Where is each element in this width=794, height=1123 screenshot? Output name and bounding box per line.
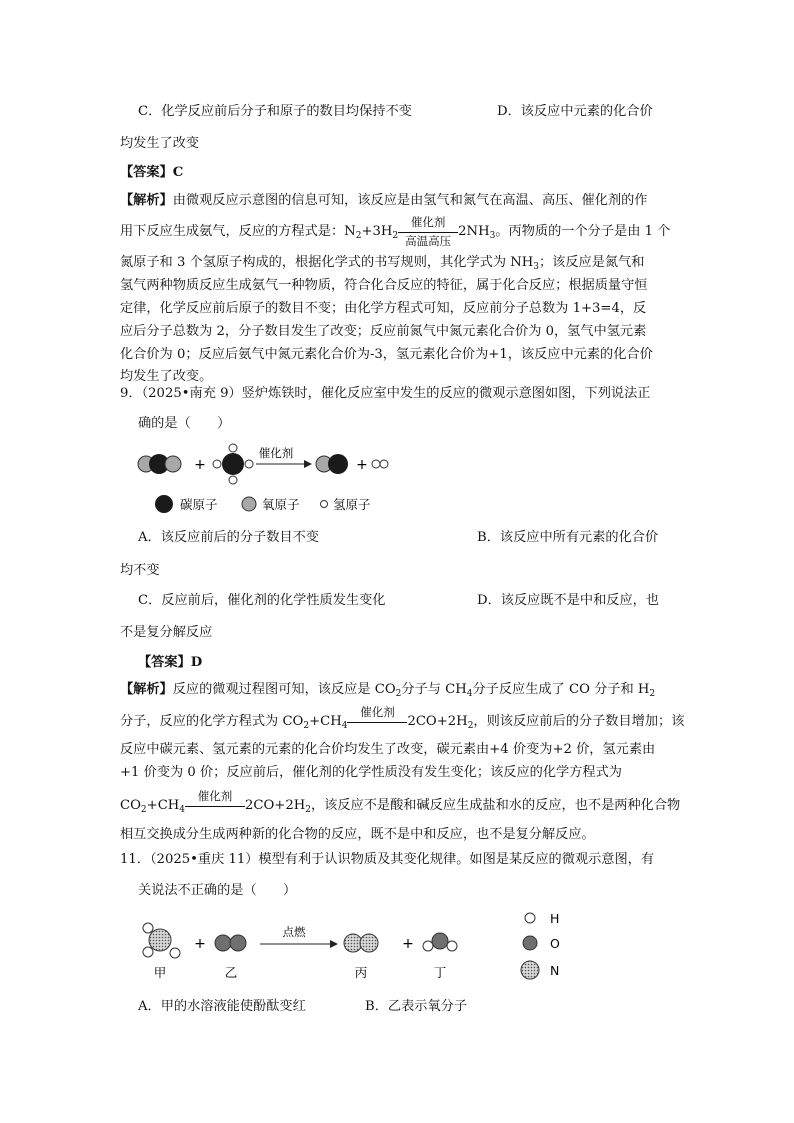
q9-analysis-line-4: +1 价变为 0 价；反应前后，催化剂的化学性质没有发生变化；该反应的化学方程式为 — [120, 765, 622, 780]
q8-analysis-line-2: 用下反应生成氨气，反应的方程式是：$N_2+3H_2$ $\frac{\text{催化剂}}{\text{高温高压}}$ $2NH_3$。丙物质的一个分子是由 1 个 — [120, 215, 671, 248]
n-atom — [360, 934, 378, 952]
o-atom — [230, 935, 246, 951]
svg-text:+: + — [194, 457, 206, 473]
c-atom — [222, 453, 244, 475]
q8-analysis-line-1: 【解析】由微观反应示意图的信息可知，该反应是由氢气和氮气在高温、高压、催化剂的作 — [120, 193, 648, 208]
q8-analysis-line-4: 氢气两种物质反应生成氨气一种物质，符合化合反应的特征，属于化合反应；根据质量守恒 — [120, 278, 648, 293]
q9-analysis-line-2: 分子，反应的化学方程式为 $CO_2+CH_4$ 催化剂 $2CO+2H_2$，则该反应前后的分子数目增加；该 — [120, 705, 685, 731]
q8-analysis-line-5: 定律，化学反应前后原子的数目不变；由化学方程式可知，反应前分子总数为 1+3=4，反 — [120, 301, 647, 316]
q9-equation-condition-2: 催化剂 — [185, 796, 245, 816]
legend-o: O — [550, 936, 560, 951]
q8-option-c: C．化学反应前后分子和原子的数目均保持不变 — [138, 104, 412, 119]
legend-carbon-icon — [155, 495, 173, 513]
q9-analysis-line-3: 反应中碳元素、氢元素的元素的化合价均发生了改变，碳元素由+4 价变为+2 价，氢元素由 — [120, 742, 656, 757]
svg-text:+: + — [402, 936, 414, 952]
legend-carbon: 碳原子 — [180, 497, 218, 512]
analysis-tag: 【解析】 — [120, 682, 173, 697]
legend-n-icon — [521, 961, 539, 979]
q9-option-b: B．该反应中所有元素的化合价 — [477, 530, 659, 545]
q11-option-a: A．甲的水溶液能使酚酞变红 — [138, 999, 306, 1014]
q8-option-d-cont: 均发生了改变 — [120, 136, 200, 151]
q9-analysis-line-1: 【解析】反应的微观过程图可知，该反应是 $CO_2$分子与 $CH_4$分子反应生成了 CO 分子和 $H_2$ — [120, 682, 656, 699]
q9-answer: 【答案】D — [138, 655, 203, 670]
analysis-tag: 【解析】 — [120, 193, 173, 208]
q8-analysis-line-6: 应后分子总数为 2，分子数目发生了改变；反应前氮气中氮元素化合价为 0，氢气中氢元素 — [120, 324, 647, 339]
legend-oxygen-icon — [242, 497, 256, 511]
legend-hydrogen-icon — [321, 501, 328, 508]
q9-option-d: D．该反应既不是中和反应，也 — [477, 593, 660, 608]
h-atom — [380, 460, 388, 468]
h-atom — [372, 460, 380, 468]
q9-analysis-line-5: $CO_2+CH_4$ 催化剂 $2CO+2H_2$，该反应不是酸和碱反应生成盐和水的反应，也不是两种化合物 — [120, 789, 681, 815]
h-atom — [447, 941, 457, 951]
q8-analysis-line-8: 均发生了改变。 — [120, 369, 213, 384]
svg-text:+: + — [356, 457, 368, 473]
q11-stem-cont: 关说法不正确的是（ ） — [138, 883, 297, 898]
q8-option-d: D．该反应中元素的化合价 — [497, 104, 653, 119]
h-atom — [213, 460, 221, 468]
h-atom — [245, 460, 253, 468]
q11-option-b: B．乙表示氧分子 — [365, 999, 468, 1014]
q11-stem: 11．（2025•重庆 11）模型有利于认识物质及其变化规律。如图是某反应的微观示意图，有 — [120, 852, 655, 867]
q8-answer: 【答案】C — [120, 165, 184, 180]
q9-option-d-cont: 不是复分解反应 — [120, 625, 213, 640]
o-atom — [432, 933, 448, 949]
h-atom — [170, 948, 180, 958]
q9-arrow-label: 催化剂 — [258, 446, 294, 460]
q9-reaction-diagram — [134, 440, 394, 520]
legend-n: N — [550, 963, 560, 978]
q9-option-c: C．反应前后，催化剂的化学性质发生变化 — [138, 593, 386, 608]
svg-text:+: + — [194, 936, 206, 952]
legend-h: H — [550, 911, 560, 926]
h-atom — [143, 947, 153, 957]
n-atom — [149, 929, 171, 951]
q9-analysis-line-6: 相互交换成分生成两种新的化合物的反应，既不是中和反应，也不是复分解反应。 — [120, 827, 595, 842]
legend-o-icon — [523, 936, 537, 950]
label-jia: 甲 — [153, 965, 167, 980]
label-yi: 乙 — [224, 965, 238, 980]
q9-stem: 9．（2025•南充 9）竖炉炼铁时，催化反应室中发生的反应的微观示意图如图，下列说法正 — [120, 386, 651, 401]
label-ding: 丁 — [433, 965, 447, 980]
q8-analysis-line-3: 氮原子和 3 个氢原子构成的，根据化学式的书写规则，其化学式为 $NH_3$；该反应是氮气和 — [120, 255, 645, 272]
label-bing: 丙 — [354, 965, 368, 980]
legend-oxygen: 氧原子 — [262, 497, 300, 512]
o-atom — [165, 456, 181, 472]
h-atom — [229, 444, 237, 452]
q9-option-b-cont: 均不变 — [120, 563, 160, 578]
q9-stem-cont: 确的是（ ） — [138, 416, 231, 431]
legend-h-icon — [525, 913, 535, 923]
h-atom — [143, 923, 153, 933]
o-atom — [215, 935, 231, 951]
q8-analysis-line-7: 化合价为 0；反应后氨气中氮元素化合价为-3，氢元素化合价为+1，该反应中元素的化合价 — [120, 347, 653, 362]
q9-equation-condition: 催化剂 — [347, 712, 407, 732]
h-atom — [229, 476, 237, 484]
legend-hydrogen: 氢原子 — [333, 497, 371, 512]
n-atom — [344, 934, 362, 952]
q11-reaction-diagram — [134, 906, 574, 986]
h-atom — [423, 941, 433, 951]
q8-equation-condition: $\frac{\text{催化剂}}{\text{高温高压}}$ — [398, 222, 458, 242]
q11-arrow-label: 点燃 — [282, 925, 306, 939]
c-atom — [328, 454, 348, 474]
q9-option-a: A．该反应前后的分子数目不变 — [138, 530, 319, 545]
